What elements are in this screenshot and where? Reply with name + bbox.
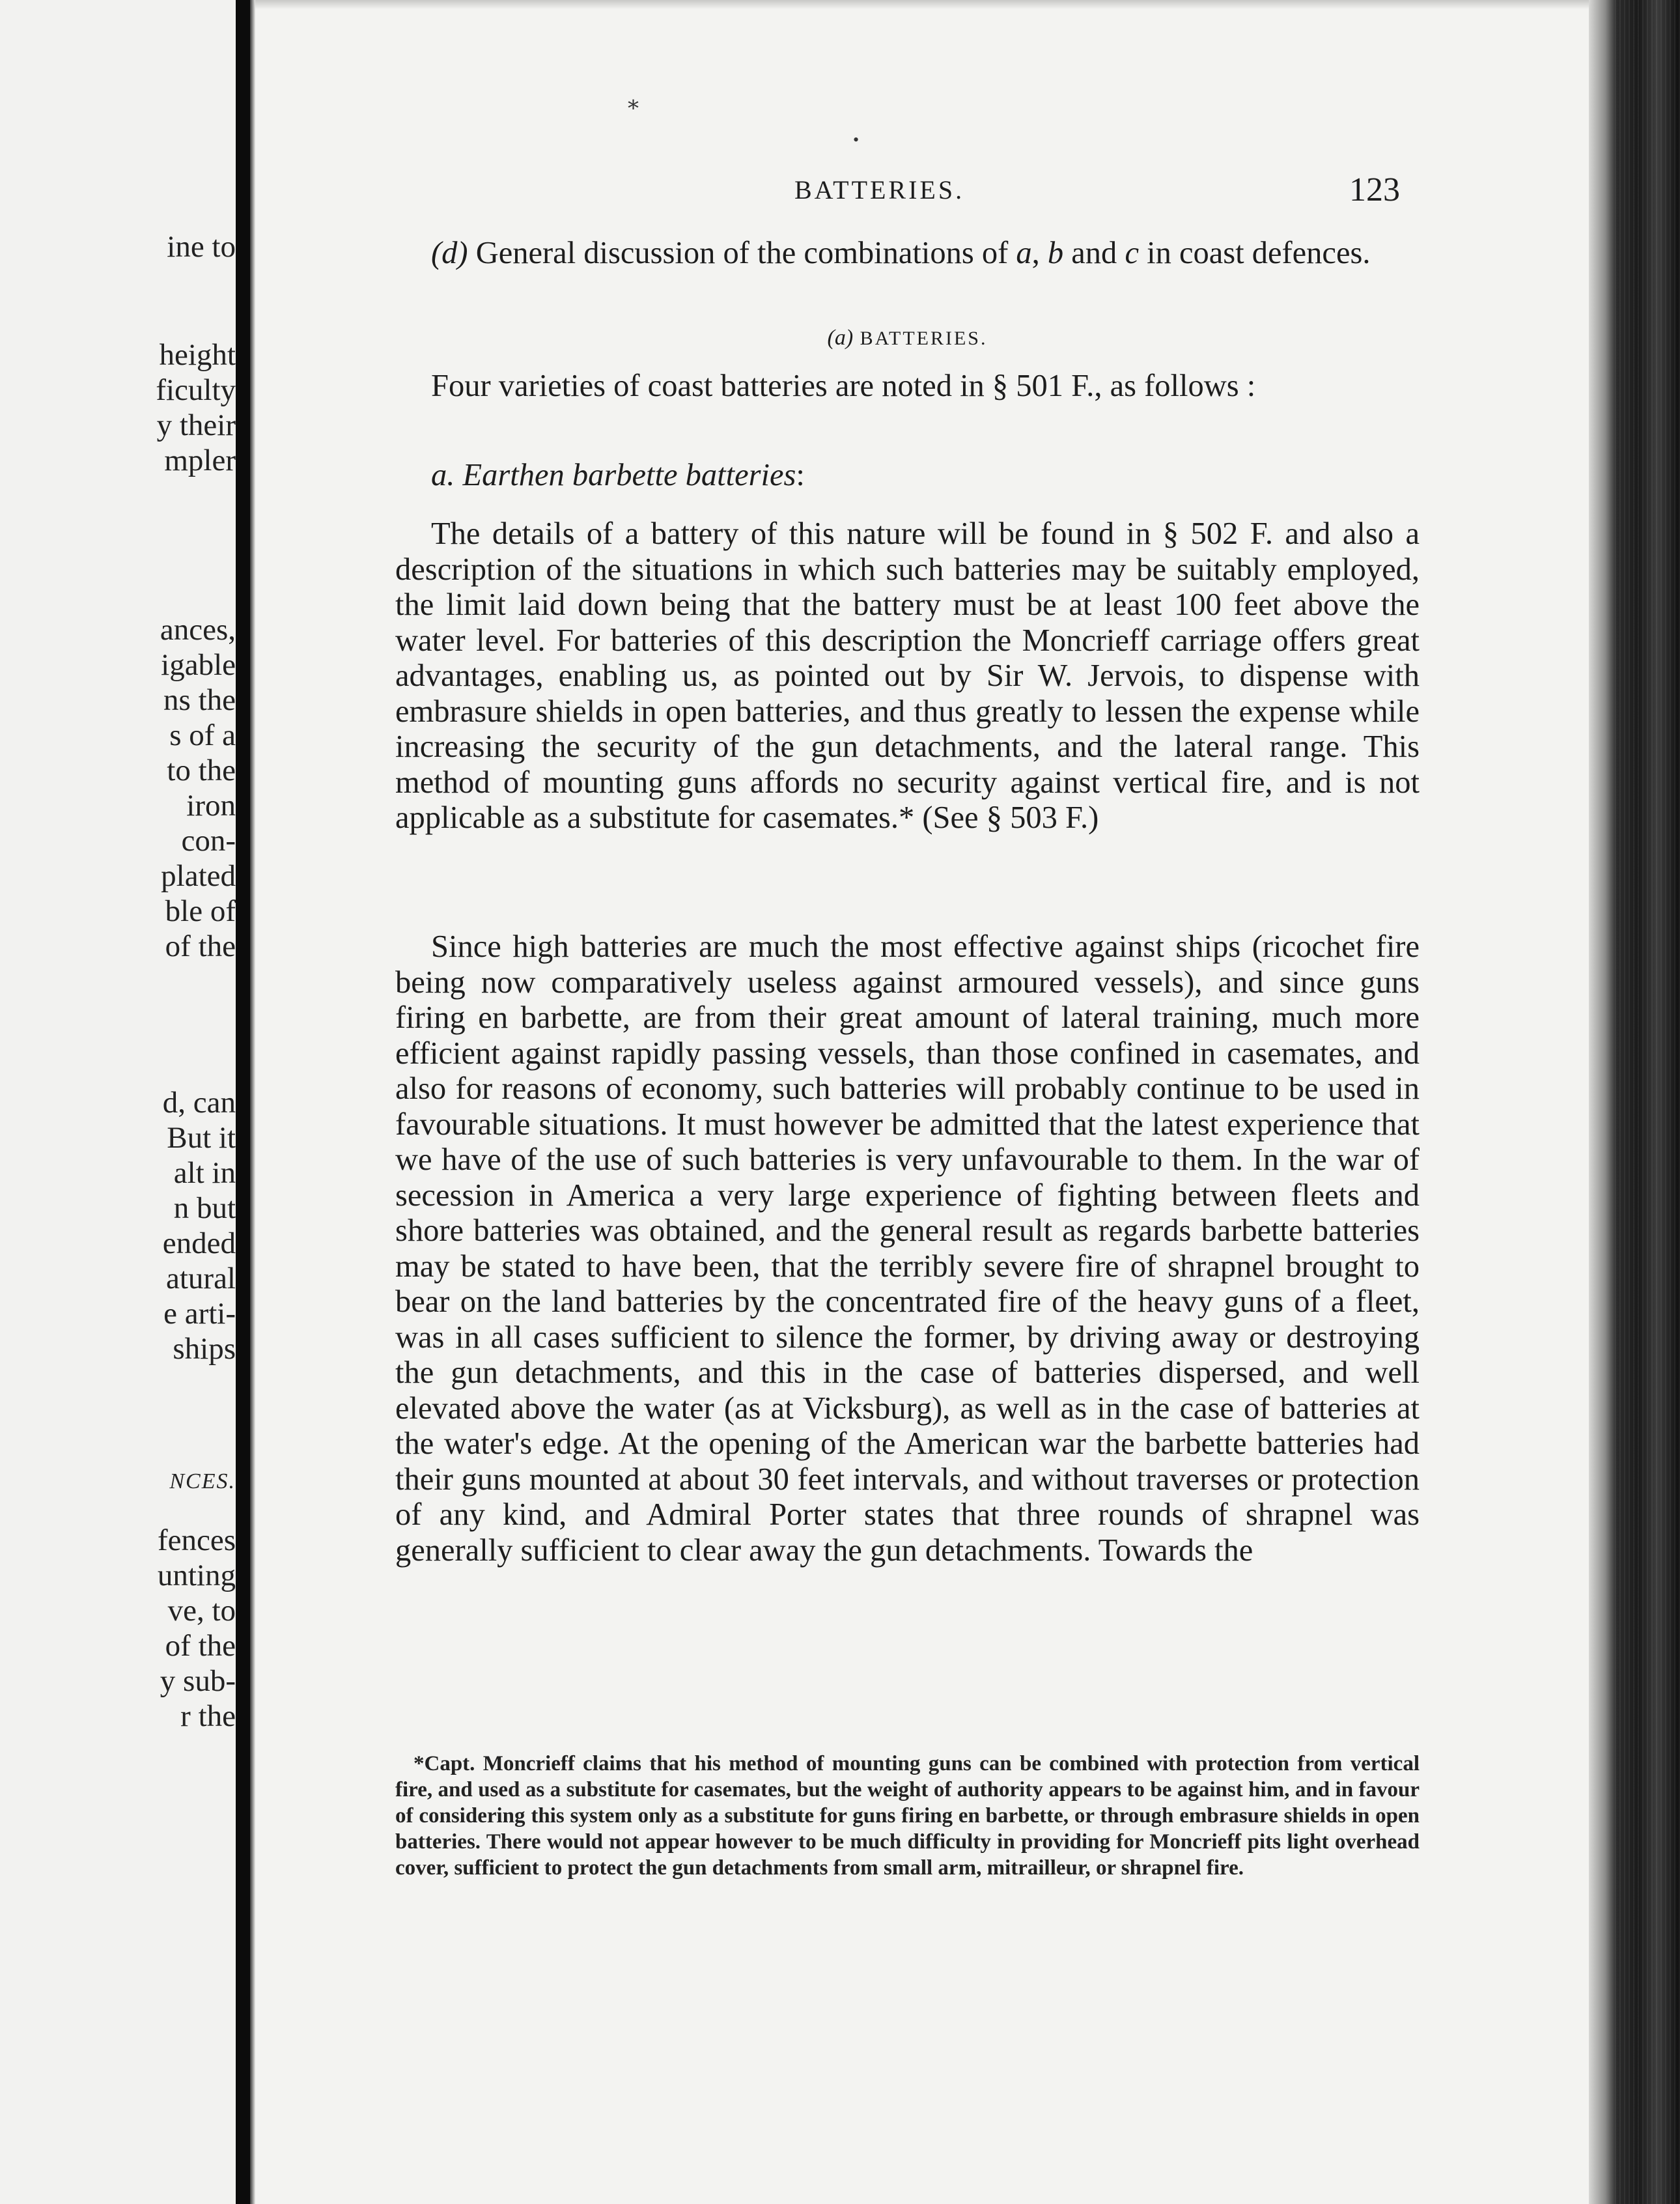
comma: , (1031, 236, 1040, 270)
left-page-fragment: y sub- (160, 1664, 236, 1698)
left-page-fragment: iron (186, 789, 236, 823)
left-page-fragment: ances, (160, 613, 236, 647)
left-page-fragment: But it (167, 1121, 236, 1155)
item-d-label: (d) (431, 236, 468, 270)
left-page-fragment: ns the (163, 683, 236, 717)
top-mark-1: ⁎ (628, 90, 639, 114)
left-page-fragment: NCES. (169, 1469, 236, 1493)
section-subheading (395, 326, 1420, 350)
book-page (255, 0, 1589, 2204)
paragraph-3 (395, 516, 1420, 836)
left-page-fragment: unting (157, 1559, 236, 1592)
paragraph-2 (395, 458, 1420, 494)
left-page-fragment: e arti- (163, 1297, 236, 1331)
footnote-text: *Capt. Moncrieff claims that his method of mounting guns can be combined with protection from vertical fire, and used as a substitute for casemates, but the weight of authority appears to be against him, and in favour of considering this system only as a substitute for guns firing en barbette, or through embrasure shields in open batteries. There would not appear however to be much difficulty in providing for Moncrieff pits light overhead cover, sufficient to protect the gun detachments from small arm, mitrailleur, or shrapnel fire. (395, 1752, 1420, 1880)
subheading-label: (a) (827, 326, 854, 350)
left-page-fragment: con- (181, 824, 236, 858)
left-facing-page (0, 0, 236, 2204)
and-word: and (1071, 236, 1117, 270)
page-edges (1589, 0, 1680, 2204)
left-page-fragment: to the (167, 754, 236, 787)
footnote (395, 1751, 1420, 1881)
left-page-fragment: igable (161, 648, 236, 682)
left-page-fragment: ships (173, 1332, 236, 1366)
gutter-shadow (250, 0, 255, 2204)
left-page-fragment: fences (157, 1523, 236, 1557)
left-page-fragment: r the (180, 1699, 236, 1733)
left-page-fragment: s of a (169, 718, 236, 752)
book-gutter (236, 0, 250, 2204)
left-page-fragment: height (159, 338, 236, 372)
left-page-fragment: d, can (162, 1086, 236, 1120)
paragraph-1 (395, 369, 1420, 404)
page-number: 123 (1349, 171, 1400, 208)
paragraph-1-text: Four varieties of coast batteries are noted in § 501 F., as follows : (431, 369, 1256, 403)
page-edge-stripes (1615, 0, 1680, 2204)
left-page-fragment: of the (165, 929, 236, 963)
left-page-fragment: alt in (173, 1156, 236, 1190)
intro-paragraph (395, 236, 1420, 272)
item-b: b (1047, 236, 1064, 270)
left-page-fragment: mpler (164, 444, 236, 477)
item-d-text: General discussion of the combinations of (475, 236, 1009, 270)
item-c: c (1125, 236, 1139, 270)
left-page-fragment: ve, to (167, 1594, 236, 1628)
left-page-fragment: ended (162, 1226, 236, 1260)
left-page-fragment: of the (165, 1629, 236, 1663)
left-page-fragment: ine to (167, 230, 236, 264)
paragraph-4-text: Since high batteries are much the most effective against ships (ricochet fire being now comparatively useless against armoured vessels), and since guns firing en barbette, are from their great amount of lateral training, much more efficient against rapidly passing vessels, than those confined in casemates, and also for reasons of economy, such batteries will probably continue to be used in favourable situations. It must however be admitted that the latest experience that we have of the use of such batteries is very unfavourable to them. In the war of secession in America a very large experience of fighting between fleets and shore batteries was obtained, and the general result as regards barbette batteries may be stated to have been, that the terribly severe fire of shrapnel brought to bear on the land batteries by the concentrated fire of the heavy guns of a fleet, was in all cases sufficient to silence the former, by driving away or destroying the gun detachments, and this in the case of batteries dispersed, and well elevated above the water (as at Vicksburg), as well as in the case of batteries at the water's edge. At the opening of the American war the barbette batteries had their guns mounted at about 30 feet intervals, and without traverses or protection of any kind, and Admiral Porter states that three rounds of shrapnel was generally sufficient to clear away the gun detachments. Towards the (395, 929, 1420, 1568)
left-page-fragment: ficulty (156, 373, 236, 407)
list-label-a: a. (431, 458, 455, 492)
top-mark-2: • (853, 130, 860, 149)
left-page-fragment: n but (173, 1191, 236, 1225)
paragraph-4 (395, 929, 1420, 1568)
item-d-text-2: in coast defences. (1147, 236, 1371, 270)
left-page-fragment: ble of (165, 894, 236, 928)
colon: : (796, 458, 805, 492)
left-page-fragment: plated (161, 859, 236, 893)
left-page-fragment: y their (156, 408, 236, 442)
earthen-barbette-heading: Earthen barbette batteries (462, 458, 796, 492)
subheading-title: BATTERIES. (860, 328, 988, 349)
item-a: a (1016, 236, 1032, 270)
paragraph-3-text: The details of a battery of this nature will be found in § 502 F. and also a description of the situations in which such batteries may be suitably employed, the limit laid down being that the battery must be at least 100 feet above the water level. For batteries of this description the Moncrieff carriage offers great advantages, enabling us, as pointed out by Sir W. Jervois, to dispense with embrasure shields in open batteries, and thus greatly to lessen the expense while increasing the security of the gun detachments, and the lateral range. This method of mounting guns affords no security against vertical fire, and is not applicable as a substitute for casemates.* (See § 503 F.) (395, 516, 1420, 835)
left-page-fragment: atural (166, 1262, 236, 1295)
running-head: BATTERIES. (794, 175, 965, 205)
